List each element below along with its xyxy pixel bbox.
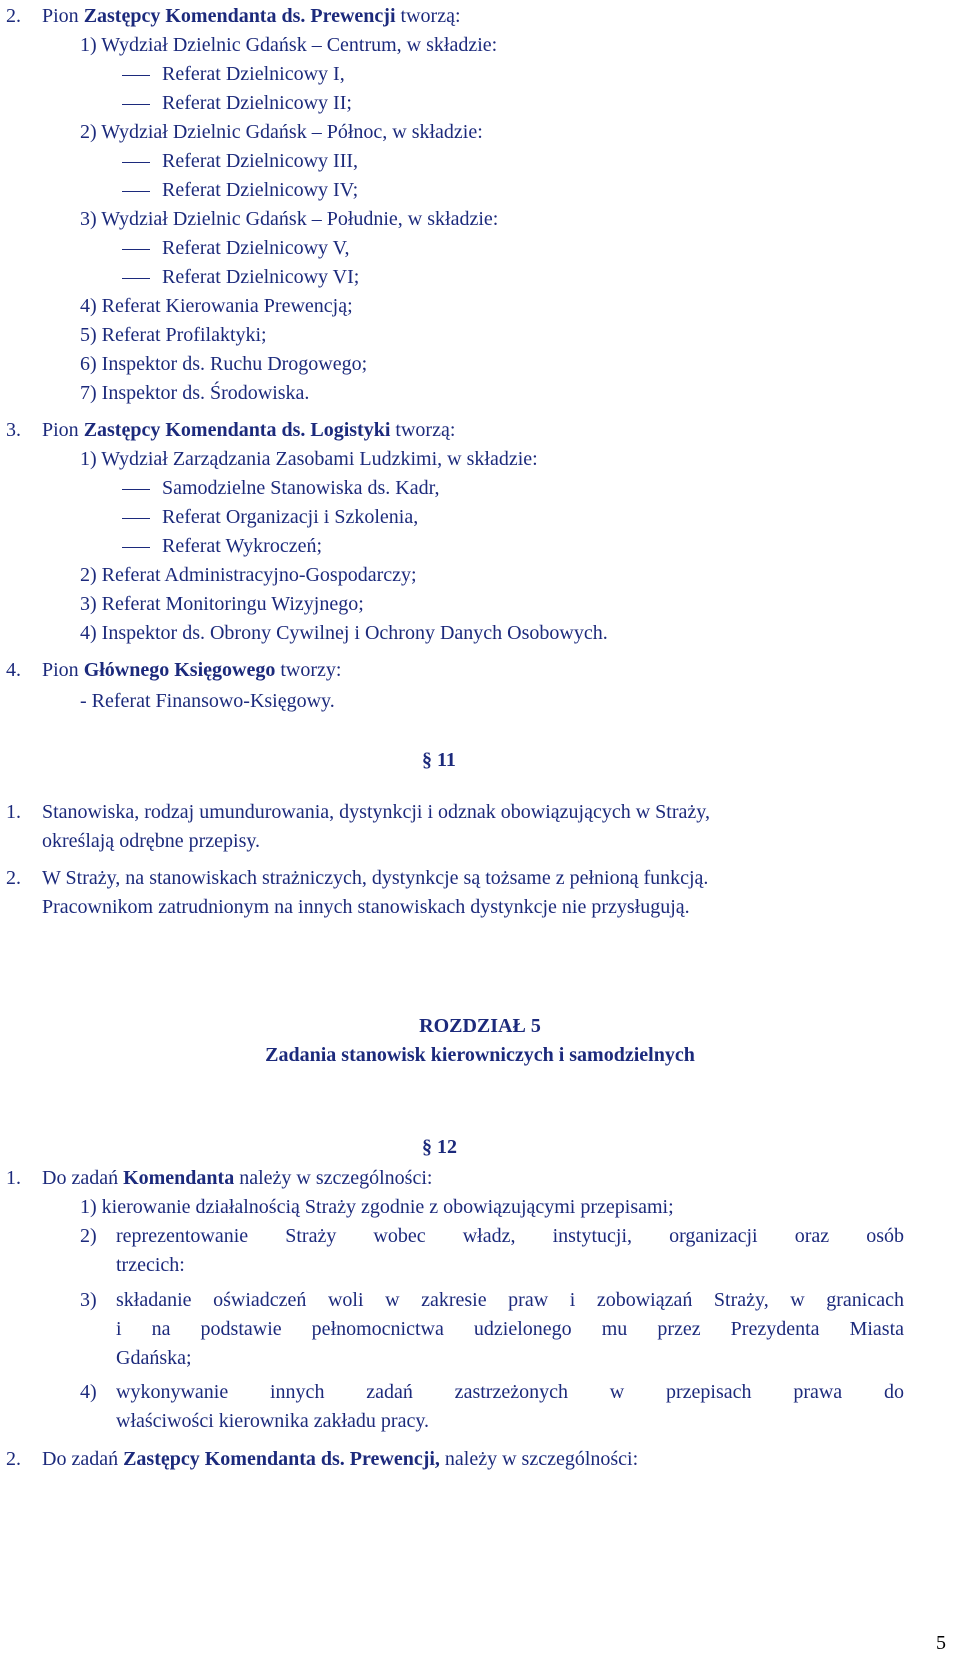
list-item-continuation: Gdańska; xyxy=(116,1347,192,1369)
chapter-title: ROZDZIAŁ 5 xyxy=(419,1015,541,1037)
point-number: 2. xyxy=(6,1448,21,1470)
list-item: 4) Referat Kierowania Prewencją; xyxy=(80,295,353,317)
list-item: wykonywanie innych zadań zastrzeżonych w przepisach prawa do xyxy=(116,1381,904,1403)
list-item: 4) Inspektor ds. Obrony Cywilnej i Ochrony Danych Osobowych. xyxy=(80,622,608,644)
section-heading: Pion Głównego Księgowego tworzy: xyxy=(42,659,342,681)
list-subitem: Referat Dzielnicowy III, xyxy=(162,150,359,172)
list-item: 1) Wydział Dzielnic Gdańsk – Centrum, w składzie: xyxy=(80,34,498,56)
paragraph-text: Stanowiska, rodzaj umundurowania, dystynkcji i odznak obowiązujących w Straży, xyxy=(42,801,710,823)
section-number: 2. xyxy=(6,5,21,27)
list-item-number: 4) xyxy=(80,1381,97,1403)
list-subitem: Referat Dzielnicowy II; xyxy=(162,92,352,114)
list-item: 7) Inspektor ds. Środowiska. xyxy=(80,382,310,404)
list-item: składanie oświadczeń woli w zakresie praw i zobowiązań Straży, w granicach xyxy=(116,1289,904,1311)
paragraph-text: Do zadań Zastępcy Komendanta ds. Prewencji, należy w szczególności: xyxy=(42,1448,639,1470)
paragraph-text: określają odrębne przepisy. xyxy=(42,830,261,852)
chapter-subtitle: Zadania stanowisk kierowniczych i samodzielnych xyxy=(265,1044,695,1066)
point-number: 1. xyxy=(6,1167,21,1189)
list-item-continuation: i na podstawie pełnomocnictwa udzielonego mu przez Prezydenta Miasta xyxy=(116,1318,904,1340)
dash-bullet xyxy=(122,518,150,519)
list-subitem: Referat Dzielnicowy IV; xyxy=(162,179,359,201)
list-item-continuation: właściwości kierownika zakładu pracy. xyxy=(116,1410,430,1432)
list-item-number: 3) xyxy=(80,1289,97,1311)
list-item: 3) Referat Monitoringu Wizyjnego; xyxy=(80,593,364,615)
list-item: 2) Referat Administracyjno-Gospodarczy; xyxy=(80,564,417,586)
list-item: 3) Wydział Dzielnic Gdańsk – Południe, w składzie: xyxy=(80,208,499,230)
list-item-number: 2) xyxy=(80,1225,97,1247)
dash-bullet xyxy=(122,547,150,548)
paragraph-text: Pracownikom zatrudnionym na innych stanowiskach dystynkcje nie przysługują. xyxy=(42,896,690,918)
dash-bullet xyxy=(122,191,150,192)
section-number: 4. xyxy=(6,659,21,681)
paragraph-symbol: § 12 xyxy=(422,1136,457,1158)
paragraph-text: Do zadań Komendanta należy w szczególności: xyxy=(42,1167,433,1189)
list-item: 1) kierowanie działalnością Straży zgodnie z obowiązującymi przepisami; xyxy=(80,1196,674,1218)
paragraph-text: W Straży, na stanowiskach strażniczych, dystynkcje są tożsame z pełnioną funkcją. xyxy=(42,867,709,889)
dash-bullet xyxy=(122,104,150,105)
list-subitem: Samodzielne Stanowiska ds. Kadr, xyxy=(162,477,440,499)
list-item: 5) Referat Profilaktyki; xyxy=(80,324,267,346)
list-subitem: Referat Dzielnicowy V, xyxy=(162,237,350,259)
section-heading: Pion Zastępcy Komendanta ds. Prewencji tworzą: xyxy=(42,5,461,27)
dash-bullet xyxy=(122,489,150,490)
dash-bullet xyxy=(122,278,150,279)
point-number: 1. xyxy=(6,801,21,823)
page-number: 5 xyxy=(936,1632,946,1654)
paragraph-symbol: § 11 xyxy=(422,749,456,771)
section-heading: Pion Zastępcy Komendanta ds. Logistyki tworzą: xyxy=(42,419,456,441)
list-item: - Referat Finansowo-Księgowy. xyxy=(80,690,335,712)
list-item: reprezentowanie Straży wobec władz, instytucji, organizacji oraz osób xyxy=(116,1225,904,1247)
list-subitem: Referat Dzielnicowy I, xyxy=(162,63,345,85)
dash-bullet xyxy=(122,162,150,163)
section-number: 3. xyxy=(6,419,21,441)
list-item-continuation: trzecich: xyxy=(116,1254,185,1276)
list-subitem: Referat Dzielnicowy VI; xyxy=(162,266,360,288)
dash-bullet xyxy=(122,75,150,76)
list-item: 2) Wydział Dzielnic Gdańsk – Północ, w składzie: xyxy=(80,121,483,143)
list-subitem: Referat Wykroczeń; xyxy=(162,535,323,557)
list-item: 1) Wydział Zarządzania Zasobami Ludzkimi, w składzie: xyxy=(80,448,538,470)
point-number: 2. xyxy=(6,867,21,889)
list-item: 6) Inspektor ds. Ruchu Drogowego; xyxy=(80,353,368,375)
list-subitem: Referat Organizacji i Szkolenia, xyxy=(162,506,419,528)
dash-bullet xyxy=(122,249,150,250)
